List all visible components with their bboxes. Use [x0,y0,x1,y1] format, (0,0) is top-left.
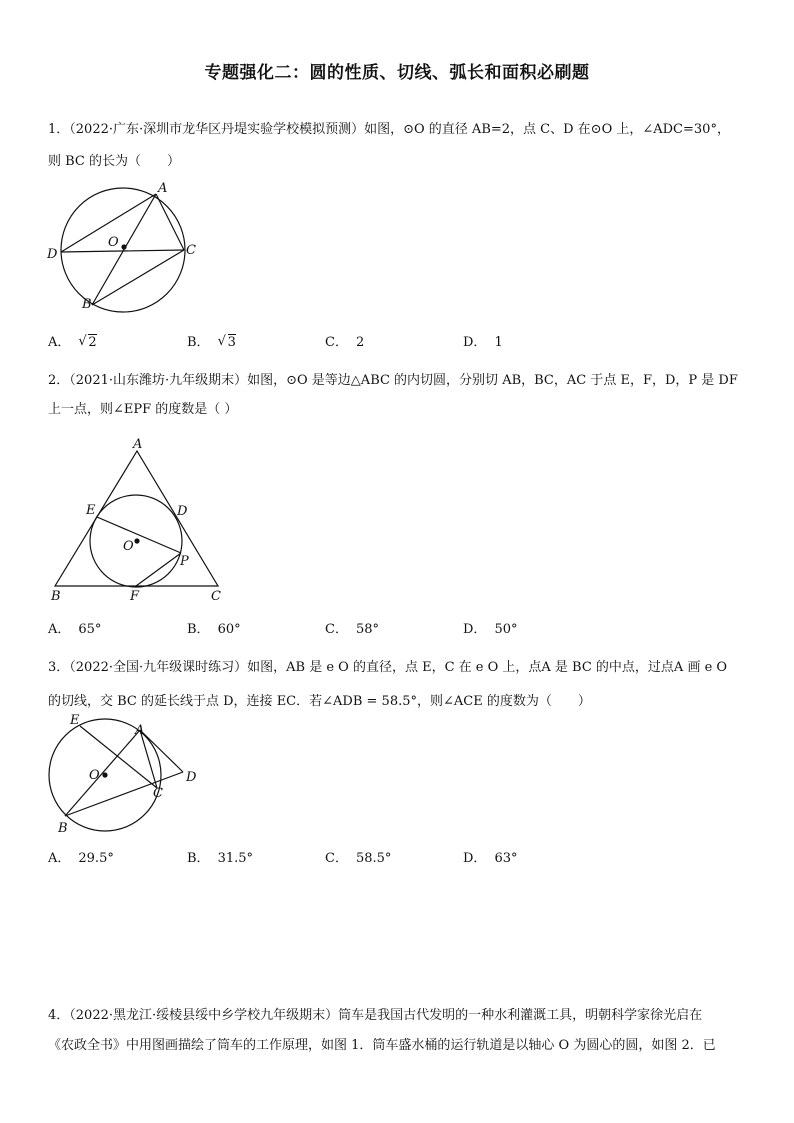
q2-label-P: P [180,554,189,569]
q1-label-D: D [47,247,58,262]
q4-text-line2: 《农政全书》中用图画描绘了筒车的工作原理，如图 1．筒车盛水桶的运行轨道是以轴心 O 为圆心的圆，如图 2．已 [48,1038,716,1053]
q2-label-F: F [130,589,140,604]
q3-label-D: D [186,770,197,785]
q3-label-O: O [89,768,100,783]
q2-text-line2: 上一点，则∠EPF 的度数是（ ） [48,402,238,417]
q1-label-O: O [108,235,119,250]
q2-option-a[interactable]: A． 65° [48,622,102,637]
q2-label-E: E [86,503,96,518]
q2-label-O: O [123,539,134,554]
q3-option-a[interactable]: A． 29.5° [48,851,114,866]
q3-text-line2: 的切线，交 BC 的延长线于点 D，连接 EC．若∠ADB = 58.5°，则∠ACE 的度数为（ ） [48,694,591,709]
q3-option-b[interactable]: B． 31.5° [187,851,254,866]
q3-option-c[interactable]: C． 58.5° [325,851,392,866]
q1-option-c[interactable]: C． 2 [325,335,365,350]
q2-option-c[interactable]: C． 58° [325,622,379,637]
q1-label-A: A [158,181,168,196]
q2-label-B: B [51,589,61,604]
q2-label-A: A [133,437,143,452]
q2-option-b[interactable]: B． 60° [187,622,241,637]
q3-label-A: A [135,723,145,738]
q1-option-b[interactable]: B．√ 3 [187,331,236,350]
q3-label-C: C [153,786,163,801]
q1-text-line1: 1．（2022·广东·深圳市龙华区丹堤实验学校模拟预测）如图，⊙O 的直径 AB=2，点 C、D 在⊙O 上，∠ADC=30°， [48,122,730,137]
q3-option-d[interactable]: D． 63° [463,851,518,866]
q1-label-C: C [186,243,196,258]
q2-label-D: D [177,504,188,519]
q2-option-d[interactable]: D． 50° [463,622,518,637]
q3-label-E: E [70,713,80,728]
q3-label-B: B [58,821,68,836]
q3-text-line1: 3．（2022·全国·九年级课时练习）如图，AB 是 e O 的直径，点 E，C 在 e O 上，点A 是 BC 的中点，过点A 画 e O [48,660,728,675]
q1-text-line2: 则 BC 的长为（ ） [48,154,181,169]
q4-text-line1: 4．（2022·黑龙江·绥棱县绥中乡学校九年级期末）筒车是我国古代发明的一种水利灌溉工具，明朝科学家徐光启在 [48,1008,703,1023]
q1-option-d[interactable]: D． 1 [463,335,503,350]
page-title: 专题强化二：圆的性质、切线、弧长和面积必刷题 [204,63,590,83]
q1-option-a[interactable]: A．√ 2 [48,331,97,350]
q2-label-C: C [211,589,221,604]
q1-label-B: B [82,297,92,312]
q2-text-line1: 2．（2021·山东潍坊·九年级期末）如图，⊙O 是等边△ABC 的内切圆，分别切 AB，BC，AC 于点 E，F，D，P 是 DF [48,373,738,388]
